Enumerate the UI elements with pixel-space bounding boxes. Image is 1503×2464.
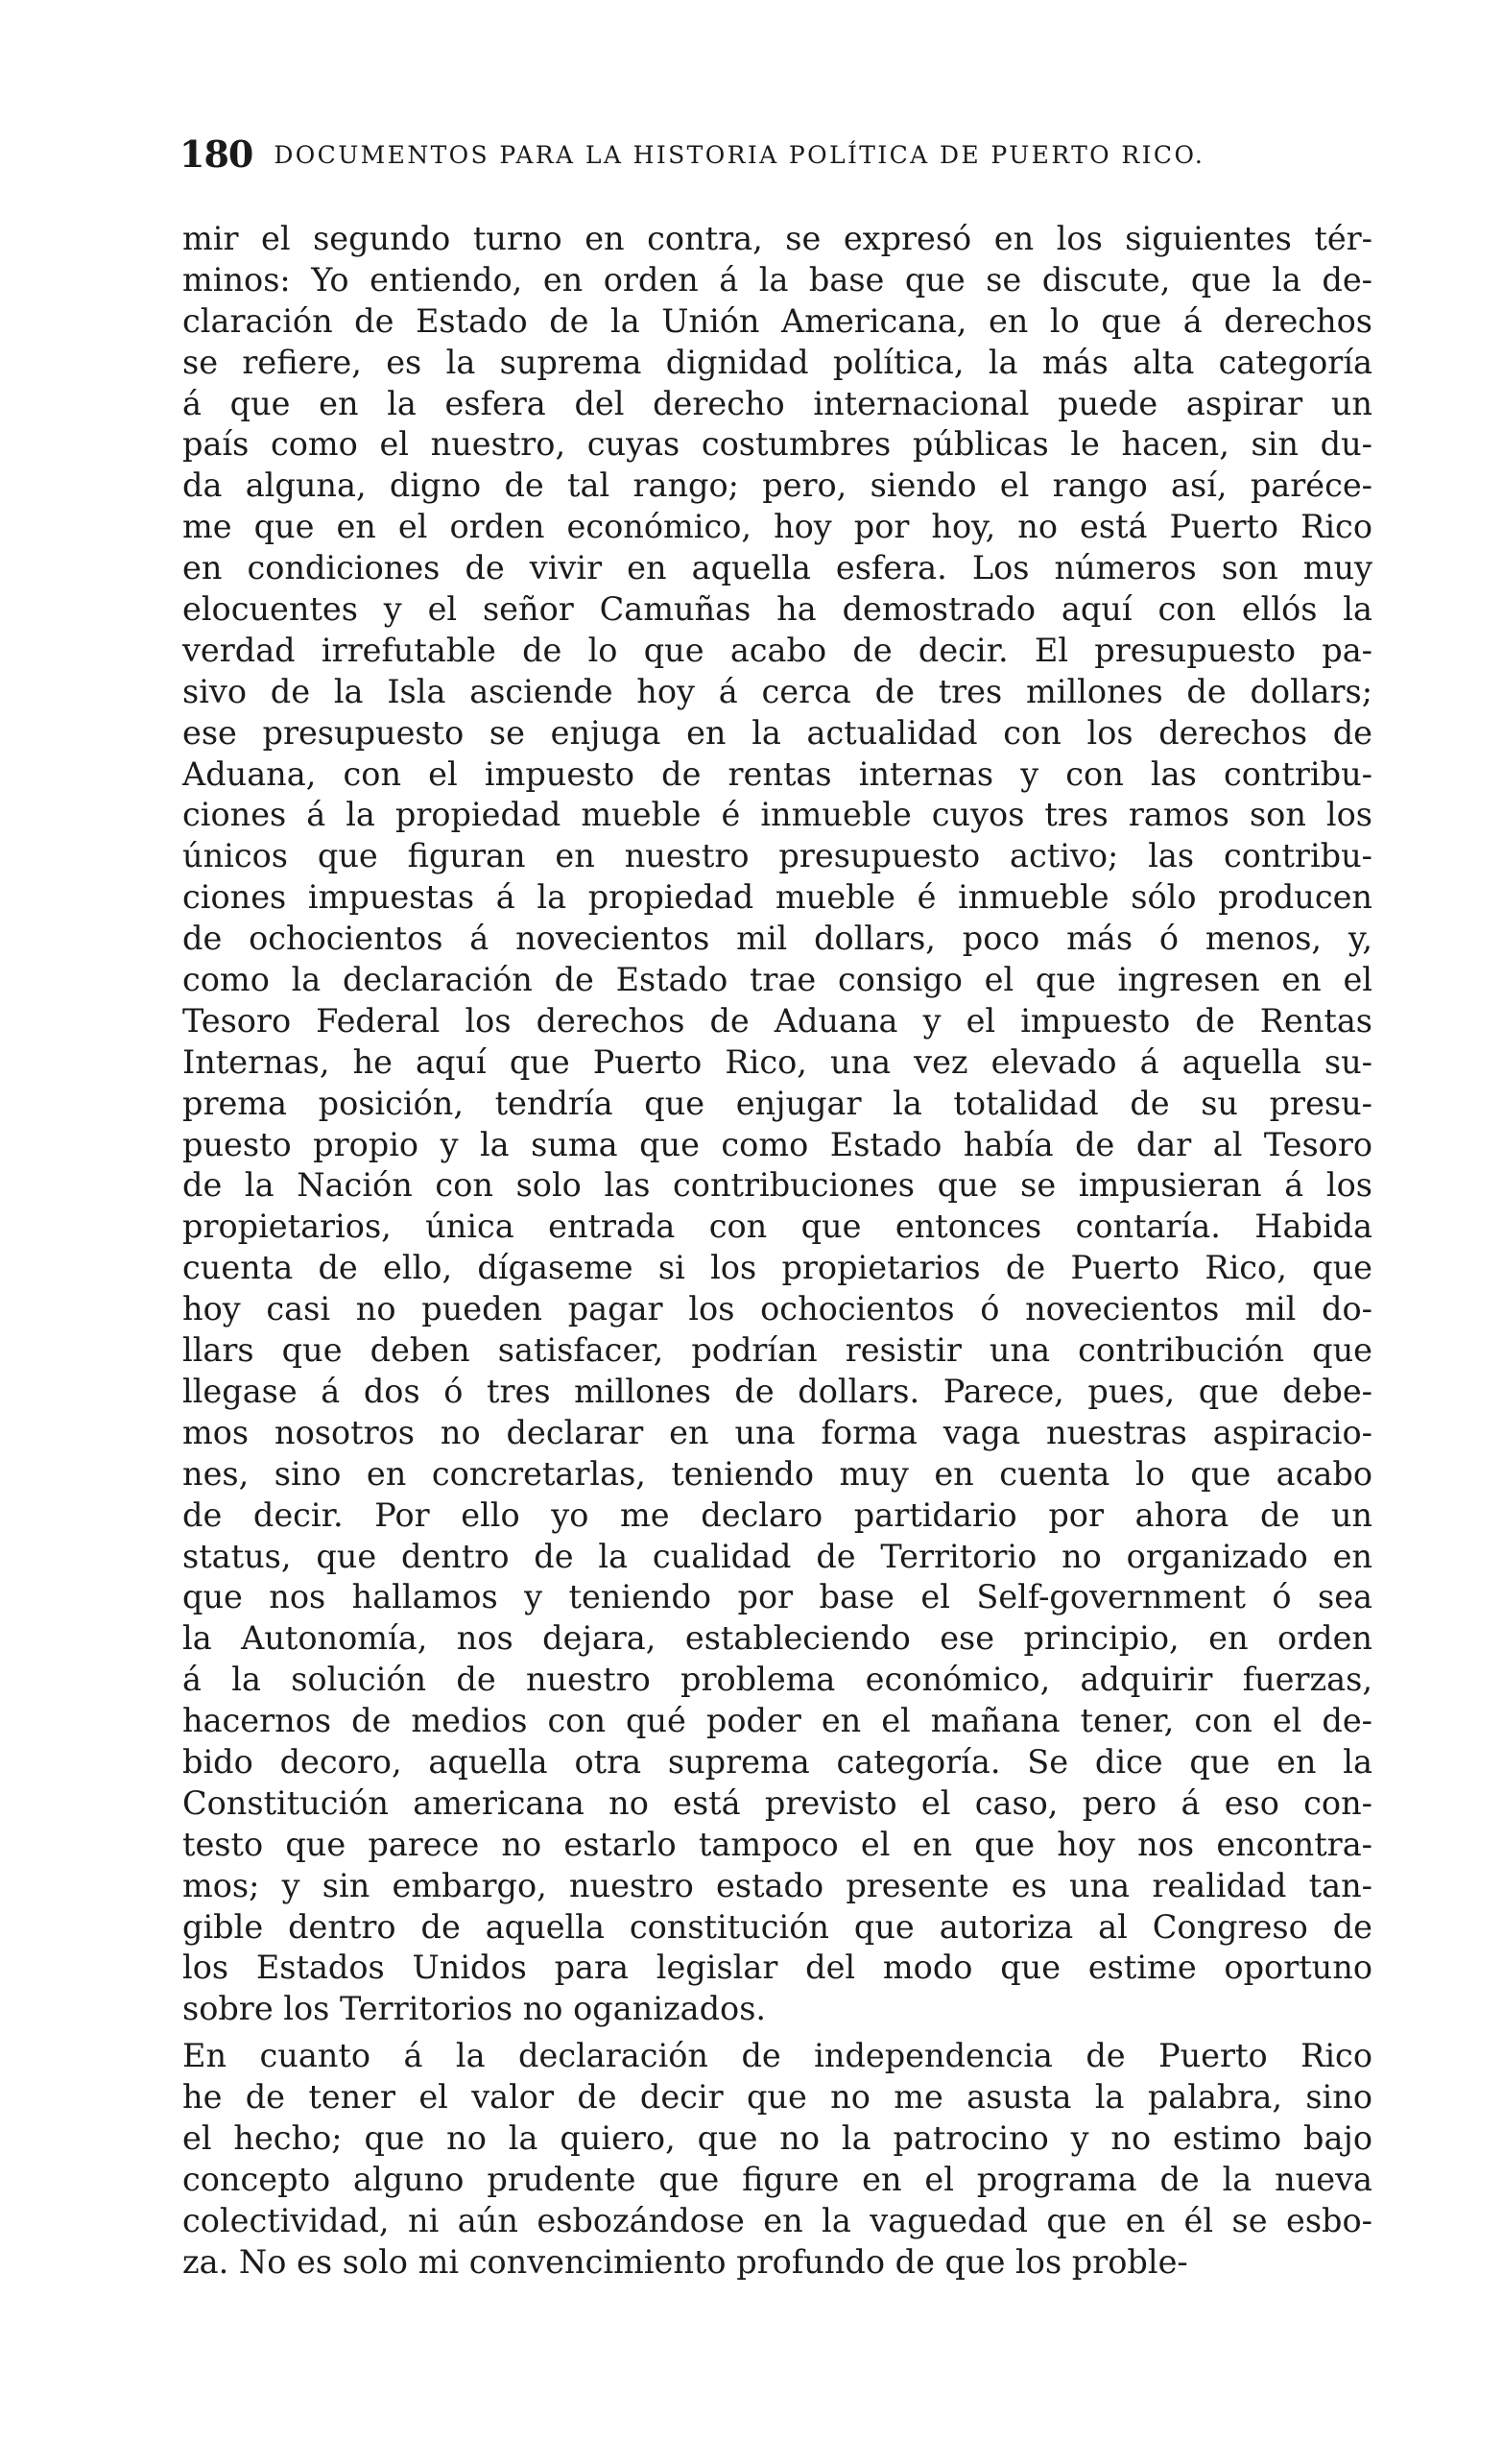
text-line: llegase á dos ó tres millones de dollars. Parece, pues, que debe- xyxy=(182,1372,1372,1410)
text-line: puesto propio y la suma que como Estado había de dar al Tesoro xyxy=(182,1125,1372,1163)
text-line: elocuentes y el señor Camuñas ha demostrado aquí con ellós la xyxy=(182,590,1372,629)
text-line: hacernos de medios con qué poder en el mañana tener, con el de- xyxy=(182,1702,1372,1740)
text-line: propietarios, única entrada con que entonces contaría. Habida xyxy=(182,1208,1372,1246)
paragraph xyxy=(182,219,1372,2030)
text-line: á que en la esfera del derecho internacional puede aspirar un xyxy=(182,384,1372,422)
text-line: el hecho; que no la quiero, que no la patrocino y no estimo bajo xyxy=(182,2118,1372,2157)
text-line: Tesoro Federal los derechos de Aduana y el impuesto de Rentas xyxy=(182,1001,1372,1040)
body-text xyxy=(182,219,1372,2284)
text-line: cuenta de ello, dígaseme si los propietarios de Puerto Rico, que xyxy=(182,1249,1372,1287)
text-line: mos; y sin embargo, nuestro estado presente es una realidad tan- xyxy=(182,1866,1372,1904)
text-line: ese presupuesto se enjuga en la actualidad con los derechos de xyxy=(182,713,1372,752)
text-line: sivo de la Isla asciende hoy á cerca de tres millones de dollars; xyxy=(182,672,1372,710)
text-line: ciones impuestas á la propiedad mueble é inmueble sólo producen xyxy=(182,878,1372,917)
text-line: testo que parece no estarlo tampoco el en que hoy nos encontra- xyxy=(182,1825,1372,1863)
text-line: verdad irrefutable de lo que acabo de decir. El presupuesto pa- xyxy=(182,631,1372,669)
text-line: de ochocientos á novecientos mil dollars, poco más ó menos, y, xyxy=(182,920,1372,958)
page-number: 180 xyxy=(179,132,253,176)
text-line: Internas, he aquí que Puerto Rico, una vez elevado á aquella su- xyxy=(182,1042,1372,1081)
text-line: da alguna, digno de tal rango; pero, siendo el rango así, paréce- xyxy=(182,466,1372,505)
text-line: za. No es solo mi convencimiento profundo de que los proble- xyxy=(182,2242,1188,2281)
text-line: únicos que figuran en nuestro presupuesto activo; las contribu- xyxy=(182,837,1372,875)
text-line: como la declaración de Estado trae consigo el que ingresen en el xyxy=(182,961,1372,999)
text-line: status, que dentro de la cualidad de Territorio no organizado en xyxy=(182,1537,1372,1575)
text-line: minos: Yo entiendo, en orden á la base que se discute, que la de- xyxy=(182,260,1372,299)
text-line: prema posición, tendría que enjugar la totalidad de su presu- xyxy=(182,1084,1372,1122)
paragraph xyxy=(182,2036,1372,2283)
text-line: se refiere, es la suprema dignidad política, la más alta categoría xyxy=(182,343,1372,381)
text-line: hoy casi no pueden pagar los ochocientos ó novecientos mil do- xyxy=(182,1290,1372,1328)
text-line: ciones á la propiedad mueble é inmueble cuyos tres ramos son los xyxy=(182,796,1372,834)
text-line: he de tener el valor de decir que no me asusta la palabra, sino xyxy=(182,2078,1372,2117)
text-line: Constitución americana no está previsto el caso, pero á eso con- xyxy=(182,1783,1372,1822)
text-line: me que en el orden económico, hoy por hoy, no está Puerto Rico xyxy=(182,508,1372,546)
text-line: la Autonomía, nos dejara, estableciendo ese principio, en orden xyxy=(182,1619,1372,1658)
text-line: mir el segundo turno en contra, se expresó en los siguientes tér- xyxy=(182,220,1372,257)
text-line: nes, sino en concretarlas, teniendo muy en cuenta lo que acabo xyxy=(182,1454,1372,1493)
text-line: los Estados Unidos para legislar del modo que estime oportuno xyxy=(182,1949,1372,1987)
text-line: que nos hallamos y teniendo por base el Self-government ó sea xyxy=(182,1578,1372,1616)
text-line: bido decoro, aquella otra suprema categoría. Se dice que en la xyxy=(182,1742,1372,1781)
page-header xyxy=(179,132,1370,180)
text-line: á la solución de nuestro problema económico, adquirir fuerzas, xyxy=(182,1661,1372,1699)
text-line: colectividad, ni aún esbozándose en la vaguedad que en él se esbo- xyxy=(182,2201,1372,2239)
text-line: de decir. Por ello yo me declaro partidario por ahora de un xyxy=(182,1495,1372,1534)
text-line: gible dentro de aquella constitución que autoriza al Congreso de xyxy=(182,1907,1372,1946)
text-line: Aduana, con el impuesto de rentas internas y con las contribu- xyxy=(182,754,1372,793)
text-line: en condiciones de vivir en aquella esfera. Los números son muy xyxy=(182,549,1372,587)
running-head: DOCUMENTOS PARA LA HISTORIA POLÍTICA DE PUERTO RICO. xyxy=(274,141,1205,169)
text-line: claración de Estado de la Unión Americana, en lo que á derechos xyxy=(182,301,1372,340)
text-line: de la Nación con solo las contribuciones que se impusieran á los xyxy=(182,1166,1372,1205)
text-line: país como el nuestro, cuyas costumbres públicas le hacen, sin du- xyxy=(182,425,1372,464)
text-line: En cuanto á la declaración de independencia de Puerto Rico xyxy=(182,2037,1372,2075)
text-line: concepto alguno prudente que figure en el programa de la nueva xyxy=(182,2160,1372,2198)
text-line: mos nosotros no declarar en una forma vaga nuestras aspiracio- xyxy=(182,1413,1372,1451)
text-line: llars que deben satisfacer, podrían resistir una contribución que xyxy=(182,1331,1372,1370)
text-line: sobre los Territorios no oganizados. xyxy=(182,1990,767,2028)
